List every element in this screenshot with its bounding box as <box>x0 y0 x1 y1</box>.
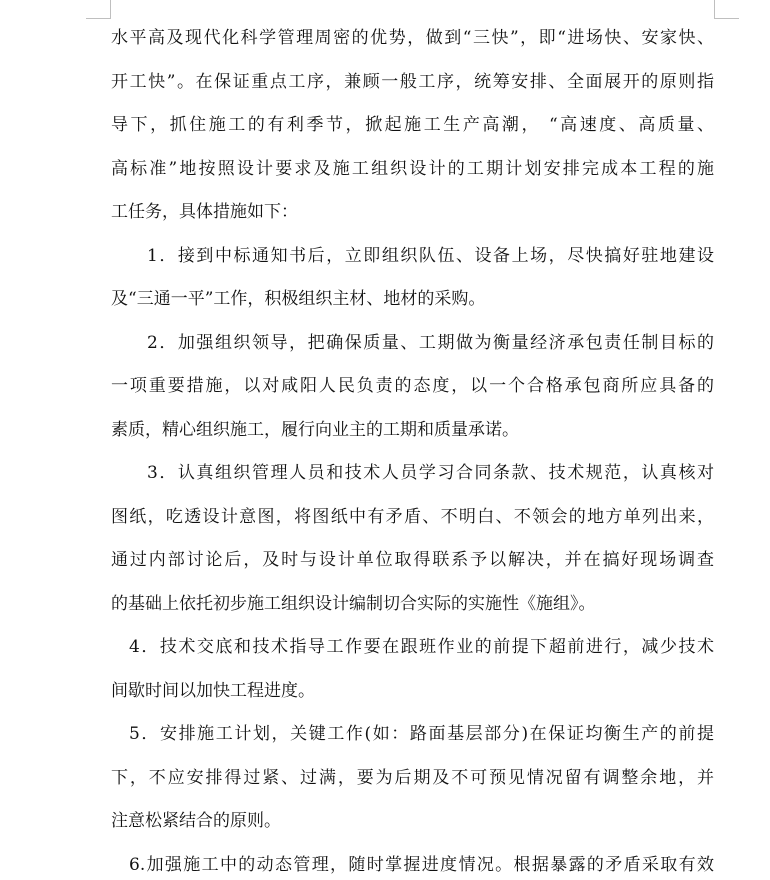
text-line: 高标准”地按照设计要求及施工组织设计的工期计划安排完成本工程的施 <box>111 159 714 179</box>
text-line: 5．安排施工计划，关键工作(如：路面基层部分)在保证均衡生产的前提 <box>129 724 714 744</box>
page-corner-marker-right <box>714 0 739 19</box>
text-line: 工任务，具体措施如下： <box>111 202 298 222</box>
text-line: 水平高及现代化科学管理周密的优势，做到“三快”，即“进场快、安家快、 <box>111 28 714 48</box>
text-line: 6.加强施工中的动态管理，随时掌握进度情况。根据暴露的矛盾采取有效 <box>129 855 714 875</box>
text-line: 及“三通一平”工作，积极组织主材、地材的采购。 <box>111 289 486 309</box>
text-line: 通过内部讨论后，及时与设计单位取得联系予以解决，并在搞好现场调查 <box>111 550 714 570</box>
text-line: 的基础上依托初步施工组织设计编制切合实际的实施性《施组》。 <box>111 594 596 614</box>
text-line: 注意松紧结合的原则。 <box>111 811 281 831</box>
text-line: 素质，精心组织施工，履行向业主的工期和质量承诺。 <box>111 420 519 440</box>
text-line: 1．接到中标通知书后，立即组织队伍、设备上场，尽快搞好驻地建设 <box>147 246 714 266</box>
text-line: 2．加强组织领导，把确保质量、工期做为衡量经济承包责任制目标的 <box>147 333 714 353</box>
text-line: 3．认真组织管理人员和技术人员学习合同条款、技术规范，认真核对 <box>147 463 714 483</box>
text-line: 图纸，吃透设计意图，将图纸中有矛盾、不明白、不领会的地方单列出来， <box>111 507 714 527</box>
text-line: 一项重要措施，以对咸阳人民负责的态度，以一个合格承包商所应具备的 <box>111 376 714 396</box>
text-line: 4．技术交底和技术指导工作要在跟班作业的前提下超前进行，减少技术 <box>129 637 714 657</box>
page-corner-marker-left <box>86 0 111 19</box>
text-line: 开工快”。在保证重点工序，兼顾一般工序，统筹安排、全面展开的原则指 <box>111 72 714 92</box>
text-line: 导下，抓住施工的有利季节，掀起施工生产高潮， “高速度、高质量、 <box>111 115 714 135</box>
text-line: 下，不应安排得过紧、过满，要为后期及不可预见情况留有调整余地，并 <box>111 768 714 788</box>
text-line: 间歇时间以加快工程进度。 <box>111 681 315 701</box>
